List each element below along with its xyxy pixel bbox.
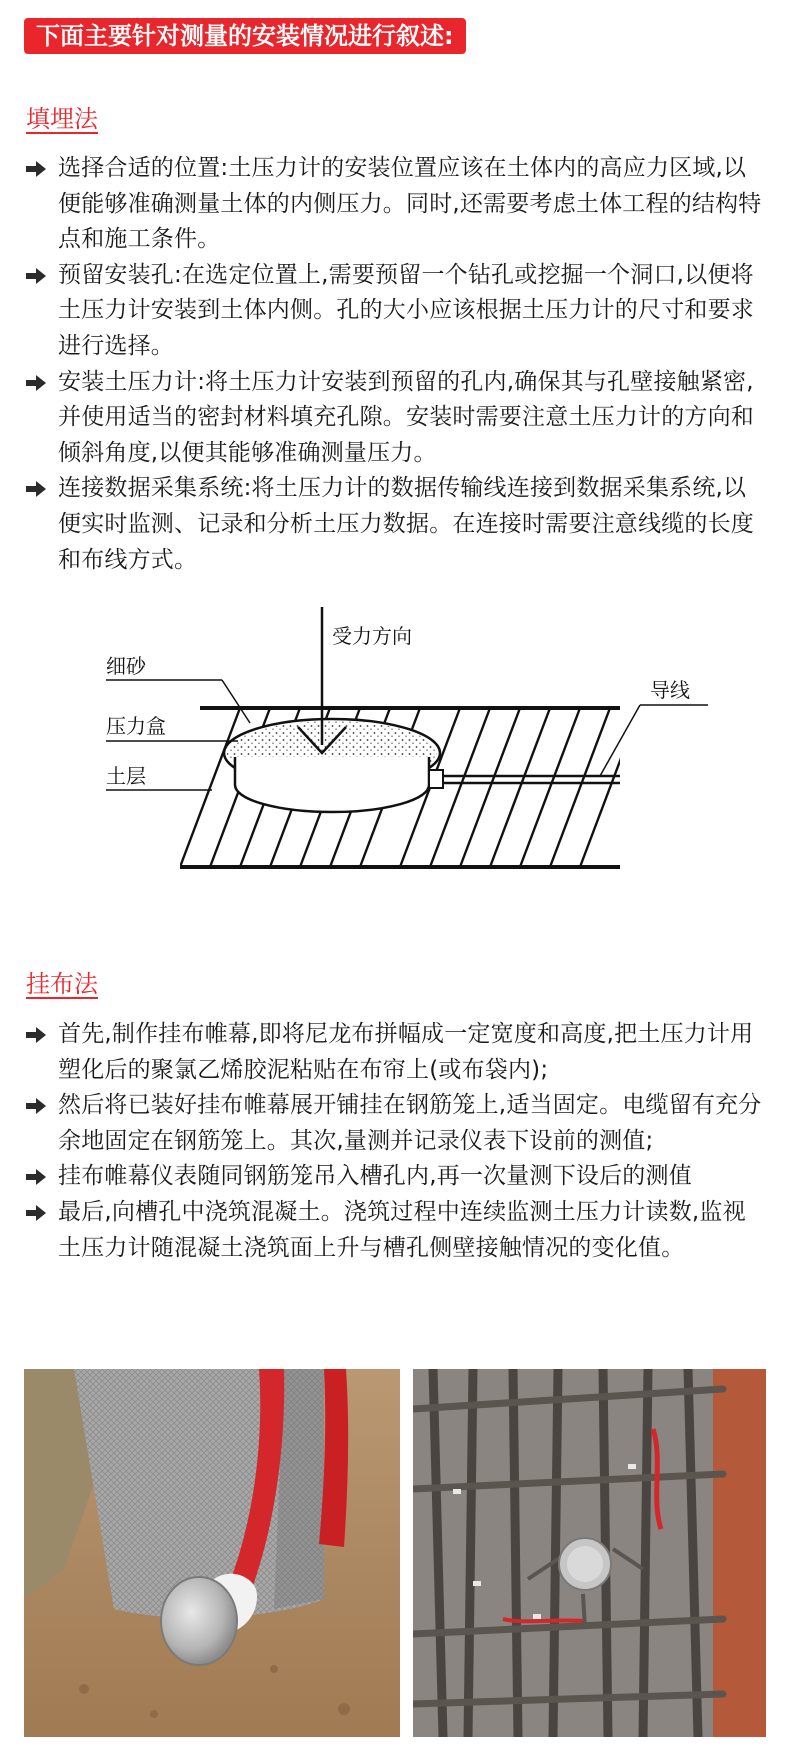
arrow-right-icon: [26, 267, 46, 285]
pressure-box-label: 压力盒: [106, 714, 166, 738]
photo-sensor-in-soil: [24, 1369, 400, 1737]
header-banner: 下面主要针对测量的安装情况进行叙述:: [24, 18, 466, 54]
list-item: [26, 365, 766, 472]
list-item: [26, 1195, 766, 1266]
arrow-right-icon: [26, 374, 46, 392]
hanging-method-list: [26, 1017, 766, 1266]
list-item-text: 安装土压力计:将土压力计安装到预留的孔内,确保其与孔壁接触紧密,并使用适当的密封材料填充孔隙。安装时需要注意土压力计的方向和倾斜角度,以便其能够准确测量压力。: [58, 368, 754, 466]
list-item-text: 首先,制作挂布帷幕,即将尼龙布拼幅成一定宽度和高度,把土压力计用塑化后的聚氯乙烯胶泥粘贴在布帘上(或布袋内);: [58, 1021, 754, 1083]
list-item-text: 最后,向槽孔中浇筑混凝土。浇筑过程中连续监测土压力计读数,监视土压力计随混凝土浇筑面上升与槽孔侧壁接触情况的变化值。: [58, 1198, 746, 1261]
list-item: [26, 151, 766, 258]
section-title-hanging-method: 挂布法: [26, 970, 98, 998]
list-item: [26, 471, 766, 578]
list-item: [26, 1088, 766, 1159]
arrow-right-icon: [26, 1168, 46, 1186]
list-item: [26, 258, 766, 365]
list-item-text: 连接数据采集系统:将土压力计的数据传输线连接到数据采集系统,以便实时监测、记录和分析土压力数据。在连接时需要注意线缆的长度和布线方式。: [58, 475, 754, 573]
arrow-right-icon: [26, 480, 46, 498]
list-item-text: 然后将已装好挂布帷幕展开铺挂在钢筋笼上,适当固定。电缆留有充分余地固定在钢筋笼上。其次,量测并记录仪表下设前的测值;: [58, 1092, 762, 1154]
installation-diagram: [100, 605, 720, 880]
arrow-right-icon: [26, 1097, 46, 1115]
list-item-text: 预留安装孔:在选定位置上,需要预留一个钻孔或挖掘一个洞口,以便将土压力计安装到土体内侧。孔的大小应该根据土压力计的尺寸和要求进行选择。: [58, 261, 754, 359]
soil-layer-label: 土层: [106, 764, 146, 788]
pressure-box: [235, 757, 429, 812]
section-title-fill-method: 填埋法: [26, 105, 98, 133]
sand-label: 细砂: [106, 654, 146, 678]
fill-method-list: [26, 151, 766, 578]
arrow-right-icon: [26, 1026, 46, 1044]
list-item-text: 选择合适的位置:土压力计的安装位置应该在土体内的高应力区域,以便能够准确测量土体的内侧压力。同时,还需要考虑土体工程的结构特点和施工条件。: [58, 155, 762, 253]
list-item: [26, 1017, 766, 1088]
list-item: [26, 1159, 766, 1195]
wire-label: 导线: [650, 678, 690, 702]
arrow-right-icon: [26, 160, 46, 178]
photo-sensor-on-rebar-cage: [413, 1369, 766, 1737]
arrow-right-icon: [26, 1204, 46, 1222]
list-item-text: 挂布帷幕仪表随同钢筋笼吊入槽孔内,再一次量测下设后的测值: [58, 1163, 692, 1190]
wire-connector: [429, 770, 443, 788]
force-direction-label: 受力方向: [332, 624, 412, 648]
